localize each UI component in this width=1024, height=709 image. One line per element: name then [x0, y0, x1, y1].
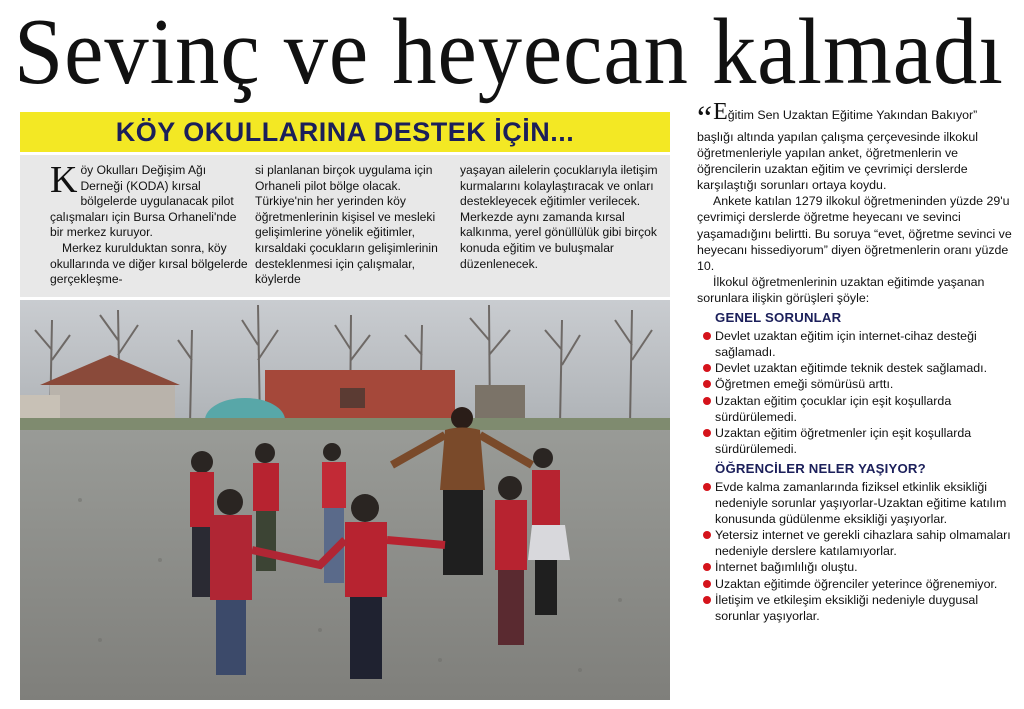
list-item: [697, 328, 1015, 360]
bullet-icon: [703, 580, 711, 588]
list-item-text: İletişim ve etkileşim eksikliği nedeniyle duygusal sorunlar yaşıyorlar.: [715, 592, 979, 623]
bullet-icon: [703, 332, 711, 340]
bullet-icon: [703, 596, 711, 604]
headline: Sevinç ve heyecan kalmadı: [14, 0, 1004, 104]
list-item: [697, 559, 1015, 575]
bullet-icon: [703, 483, 711, 491]
list-item-text: Evde kalma zamanlarında fiziksel etkinlik eksikliği nedeniyle sorunlar yaşıyorlar-Uzaktan eğitime katılım konusunda güdülenme eksikliği yaşıyorlar.: [715, 479, 1007, 527]
list-item-text: Devlet uzaktan eğitimde teknik destek sağlamadı.: [715, 361, 988, 376]
lead-paragraph-2: Merkez kurulduktan sonra, köy okullarında ve diğer kırsal bölgelerde gerçekleşme-: [50, 240, 248, 287]
intro-initial: E: [713, 99, 728, 125]
list-item: [697, 527, 1015, 559]
bullet-icon: [703, 531, 711, 539]
intro-text: ğitim Sen Uzaktan Eğitime Yakından Bakıyor” başlığı altında yapılan çalışma çerçevesinde ilkokul öğretmenleriyle yapılan anket, öğretmenlerin ve öğrencilerin uzaktan eğitim ve çevrimiçi derslerde karşılaştığı sorunları ortaya koydu.: [697, 108, 979, 193]
list-item: [697, 360, 1015, 376]
news-photo: [20, 300, 670, 700]
survey-paragraph: Ankete katılan 1279 ilkokul öğretmeninden yüzde 29'u çevrimiçi derslerde öğretme heyecanı ve sevinci yaşamadığını belirtti. Bu soruya “evet, öğretme sevinci ve heyecanı hissediyorum” diyen öğretmenlerin oranı yüzde 10.: [697, 194, 1012, 273]
section-banner: [20, 112, 670, 152]
banner-title: KÖY OKULLARINA DESTEK İÇİN...: [115, 116, 575, 147]
list-item: [697, 576, 1015, 592]
list-item-text: İnternet bağımlılığı oluştu.: [715, 560, 858, 575]
list-item: [697, 393, 1015, 425]
views-paragraph: İlkokul öğretmenlerinin uzaktan eğitimde yaşanan sorunlara ilişkin görüşleri şöyle:: [697, 274, 985, 305]
bullet-icon: [703, 397, 711, 405]
lead-column-3: [460, 163, 660, 272]
article-body: [697, 99, 1015, 624]
lead-paragraph-3: si planlanan birçok uygulama için Orhaneli pilot bölge olacak. Türkiye'nin her yerinden köy öğretmenlerinin kişisel ve mesleki gelişimlerine yönelik eğitimler, kırsaldaki çocukların gelişimlerinin desteklenmesi için çalışmalar, köylerde: [255, 163, 438, 287]
intro-paragraph: [697, 99, 1015, 193]
list-item-text: Öğretmen emeği sömürüsü arttı.: [715, 377, 894, 392]
bullet-icon: [703, 429, 711, 437]
lead-paragraph-4: yaşayan ailelerin çocuklarıyla iletişim kurmalarını kolaylaştıracak ve onları destekleyecek eğitimler verilecek. Merkezde aynı zamanda kırsal kalkınma, yerel gönüllülük gibi birçok konuda eğitim ve buluşmalar düzenlenecek.: [460, 163, 658, 271]
list-item-text: Yetersiz internet ve gerekli cihazlara sahip olmamaları nedeniyle derslere katılamıyorlar.: [715, 528, 1011, 559]
list-item-text: Uzaktan eğitimde öğrenciler yeterince öğrenemiyor.: [715, 576, 998, 591]
lead-column-1: [50, 159, 250, 288]
bullet-icon: [703, 364, 711, 372]
drop-cap: K: [50, 159, 78, 201]
list-item-text: Devlet uzaktan eğitim için internet-cihaz desteği sağlamadı.: [715, 329, 977, 360]
lead-paragraph-1: öy Okulları Değişim Ağı Derneği (KODA) kırsal bölgelerde uygulanacak pilot çalışmaları için Bursa Orhaneli'nde bir merkez kuruyor.: [50, 163, 237, 240]
list-item: [697, 592, 1015, 624]
section-title-students: ÖĞRENCİLER NELER YAŞIYOR?: [715, 460, 926, 476]
list-item: [697, 479, 1015, 527]
list-item: [697, 376, 1015, 392]
section-title-general: GENEL SORUNLAR: [715, 310, 842, 326]
list-item-text: Uzaktan eğitim çocuklar için eşit koşullarda sürdürülemedi.: [715, 393, 952, 424]
list-item: [697, 425, 1015, 457]
lead-box: [20, 155, 670, 297]
lead-column-2: [255, 163, 455, 288]
list-item-text: Uzaktan eğitim öğretmenler için eşit koşullarda sürdürülemedi.: [715, 425, 972, 456]
bullet-icon: [703, 380, 711, 388]
bullet-icon: [703, 563, 711, 571]
quote-mark: “: [697, 100, 713, 137]
